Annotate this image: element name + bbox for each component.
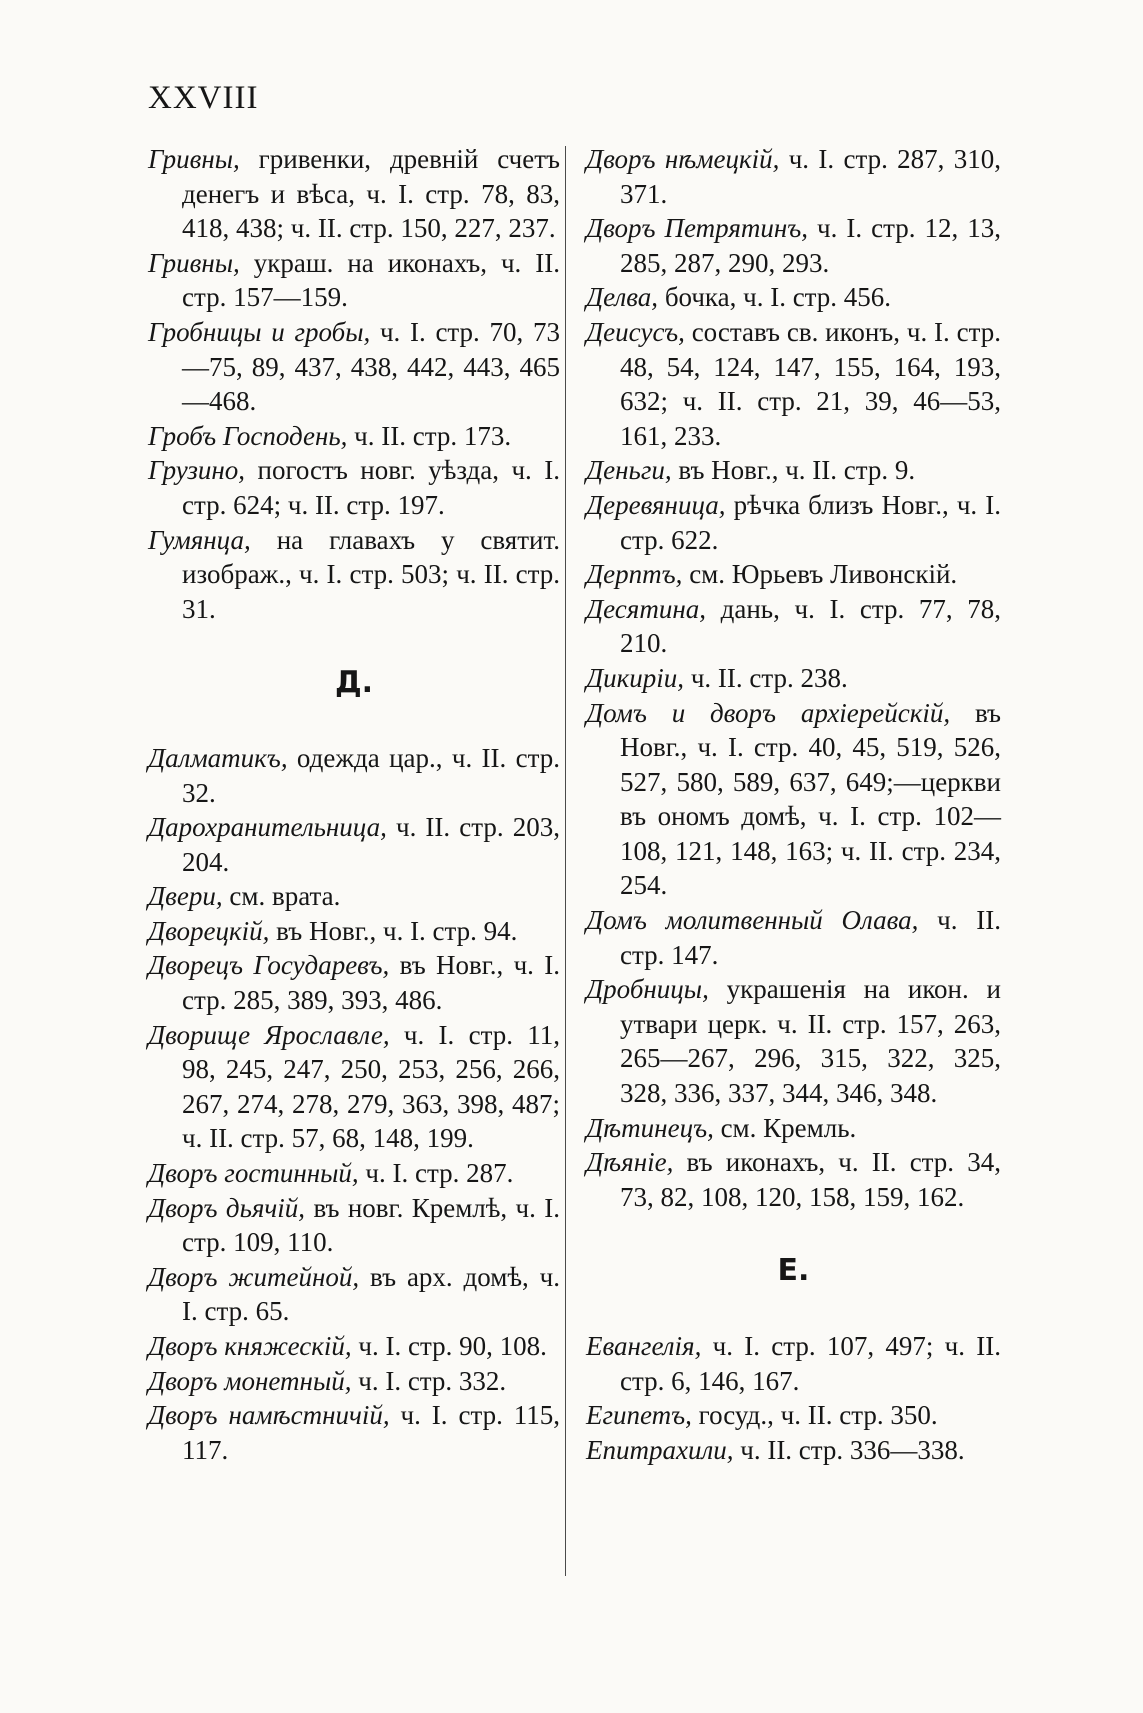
entry-references: въ Новг., ч. I. стр. 40, 45, 519, 526, 527, 580, 589, 637, 649;—церкви въ ономъ домѣ, ч. I. стр. 102—108, 121, 148, 163; ч. II. стр. 234, 254. xyxy=(620,697,1001,901)
index-entry xyxy=(586,1111,1001,1146)
index-entry xyxy=(148,1398,560,1467)
entry-references: см. врата. xyxy=(222,881,341,912)
index-entry xyxy=(148,1329,560,1364)
entry-references: ч. I. стр. 90, 108. xyxy=(351,1331,547,1361)
index-entry xyxy=(586,592,1001,661)
entry-term: Дробницы, xyxy=(586,974,709,1005)
entry-references: въ Новг., ч. II. стр. 9. xyxy=(671,455,916,486)
index-entry xyxy=(148,1018,560,1156)
entry-term: Дворъ намѣстничій, xyxy=(148,1400,390,1431)
entry-references: ч. I. стр. 70, 73—75, 89, 437, 438, 442, 443, 465—468. xyxy=(182,316,560,417)
index-entry xyxy=(148,879,560,914)
entry-term: Двери, xyxy=(148,881,223,912)
index-entry xyxy=(148,523,560,627)
entry-term: Дарохранительница, xyxy=(148,812,387,843)
column-divider xyxy=(565,146,566,1576)
index-entry xyxy=(586,903,1001,972)
entry-references: ч. I. стр. 115, 117. xyxy=(182,1400,560,1465)
index-entry xyxy=(148,741,560,810)
entry-term: Дворъ дьячій, xyxy=(148,1192,306,1223)
entry-references: ч. I. стр. 332. xyxy=(351,1365,507,1396)
index-entry xyxy=(586,696,1001,904)
entry-references: ч. I. стр. 287, 310, 371. xyxy=(620,144,1001,209)
entry-references: въ Новг., ч. I. стр. 94. xyxy=(269,915,518,946)
entry-term: Грузино, xyxy=(148,455,246,486)
entry-references: ч. II. стр. 336—338. xyxy=(733,1434,965,1465)
index-entry xyxy=(148,914,560,949)
index-entry xyxy=(586,488,1001,557)
entry-references: бочка, ч. I. стр. 456. xyxy=(658,282,892,313)
entry-references: ч. I. стр. 287. xyxy=(358,1158,514,1189)
entry-references: въ арх. домѣ, ч. I. стр. 65. xyxy=(182,1261,560,1327)
index-entry xyxy=(586,1398,1001,1433)
entry-references: ч. I. стр. 12, 13, 285, 287, 290, 293. xyxy=(620,213,1001,278)
entry-term: Деньги, xyxy=(586,455,672,486)
entry-references: въ иконахъ, ч. II. стр. 34, 73, 82, 108, 120, 158, 159, 162. xyxy=(620,1147,1001,1212)
entry-term: Дѣяніе, xyxy=(586,1147,674,1178)
entry-references: ч. II. стр. 238. xyxy=(684,662,848,693)
entry-references: погостъ новг. уѣзда, ч. I. стр. 624; ч. II. стр. 197. xyxy=(182,455,560,520)
entry-references: ч. I. стр. 11, 98, 245, 247, 250, 253, 256, 266, 267, 274, 278, 279, 363, 398, 487; ч. II. стр. 57, 68, 148, 199. xyxy=(182,1019,561,1154)
index-entry xyxy=(148,419,560,454)
index-entry xyxy=(148,1260,560,1329)
entry-term: Гробъ Господень, xyxy=(148,420,348,451)
entry-term: Домъ молитвенный Олава, xyxy=(586,905,919,936)
entry-references: госуд., ч. II. стр. 350. xyxy=(691,1400,938,1431)
index-entry xyxy=(586,142,1001,211)
index-entry xyxy=(148,1191,560,1260)
index-entry xyxy=(586,972,1001,1110)
section-letter: Д. xyxy=(334,665,374,701)
index-entry xyxy=(148,1364,560,1399)
entry-references: ч. I. стр. 107, 497; ч. II. стр. 6, 146, 167. xyxy=(620,1331,1001,1396)
entry-term: Деисусъ, xyxy=(586,316,685,347)
entry-term: Евангелія, xyxy=(586,1331,702,1361)
entry-term: Дворъ княжескій, xyxy=(148,1331,352,1361)
entry-term: Египетъ, xyxy=(586,1400,692,1431)
index-entry xyxy=(148,246,560,315)
entry-term: Гумянца, xyxy=(148,524,251,555)
entry-references: дань, ч. I. стр. 77, 78, 210. xyxy=(620,593,1001,659)
entry-references: въ Новг., ч. I. стр. 285, 389, 393, 486. xyxy=(182,950,560,1016)
index-entry xyxy=(148,810,560,879)
entry-references: ч. II. стр. 147. xyxy=(620,905,1002,970)
index-entry xyxy=(586,315,1001,453)
entry-term: Епитрахили, xyxy=(586,1434,734,1465)
index-entry xyxy=(586,453,1001,488)
entry-term: Делва, xyxy=(586,282,659,313)
index-entry xyxy=(148,142,560,246)
index-entry xyxy=(586,211,1001,280)
entry-references: украшенія на икон. и утвари церк. ч. II. стр. 157, 263, 265—267, 296, 315, 322, 325, 328, 336, 337, 344, 346, 348. xyxy=(620,974,1001,1109)
entry-term: Десятина, xyxy=(586,593,706,624)
entry-term: Далматикъ, xyxy=(148,742,288,773)
entry-term: Дворецкій, xyxy=(148,915,270,946)
entry-term: Дворецъ Государевъ, xyxy=(148,950,390,981)
right-column xyxy=(586,142,1001,1467)
entry-term: Дѣтинецъ, xyxy=(586,1112,714,1143)
index-entry xyxy=(148,315,560,419)
page-number: XXVIII xyxy=(148,80,259,116)
index-entry xyxy=(586,280,1001,315)
entry-term: Дворъ гостинный, xyxy=(148,1158,359,1189)
entry-term: Дворъ житейной, xyxy=(148,1261,360,1292)
entry-term: Дворъ монетный, xyxy=(148,1365,352,1396)
entry-references: рѣчка близъ Новг., ч. I. стр. 622. xyxy=(620,489,1001,555)
entry-term: Дворище Ярославле, xyxy=(148,1019,390,1050)
index-entry xyxy=(586,557,1001,592)
entry-term: Гривны, xyxy=(148,247,240,278)
entry-term: Гривны, xyxy=(148,144,240,174)
entry-term: Домъ и дворъ архіерейскій, xyxy=(586,697,951,728)
index-entry xyxy=(148,1156,560,1191)
section-letter: Е. xyxy=(777,1253,810,1289)
entry-term: Дерптъ, xyxy=(586,559,683,590)
index-entry xyxy=(586,1329,1001,1398)
entry-references: ч. II. стр. 203, 204. xyxy=(182,812,560,877)
entry-references: ч. II. стр. 173. xyxy=(347,420,512,451)
entry-references: составъ св. иконъ, ч. I. стр. 48, 54, 124, 147, 155, 164, 193, 632; ч. II. стр. 21, 39, 46—53, 161, 233. xyxy=(620,316,1001,451)
entry-term: Гробницы и гробы, xyxy=(148,316,371,347)
entry-references: одежда цар., ч. II. стр. 32. xyxy=(182,742,560,808)
entry-references: въ новг. Кремлѣ, ч. I. стр. 109, 110. xyxy=(182,1192,560,1258)
index-entry xyxy=(148,453,560,522)
entry-references: на главахъ у святит. изображ., ч. I. стр. 503; ч. II. стр. 31. xyxy=(182,524,560,624)
index-entry xyxy=(586,1433,1001,1468)
entry-references: см. Юрьевъ Ливонскій. xyxy=(682,559,958,590)
left-column xyxy=(148,142,560,1467)
entry-references: см. Кремль. xyxy=(713,1112,857,1143)
index-entry xyxy=(586,661,1001,696)
entry-references: украш. на иконахъ, ч. II. стр. 157—159. xyxy=(182,247,560,313)
index-entry xyxy=(148,948,560,1017)
entry-term: Дворъ нѣмецкій, xyxy=(586,144,780,174)
entry-term: Дикиріи, xyxy=(586,662,685,693)
entry-term: Дворъ Петрятинъ, xyxy=(586,213,809,244)
entry-references: гривенки, древній счетъ денегъ и вѣса, ч. I. стр. 78, 83, 418, 438; ч. II. стр. 150, 227, 237. xyxy=(182,144,560,244)
entry-term: Деревяница, xyxy=(586,489,726,520)
index-entry xyxy=(586,1145,1001,1214)
